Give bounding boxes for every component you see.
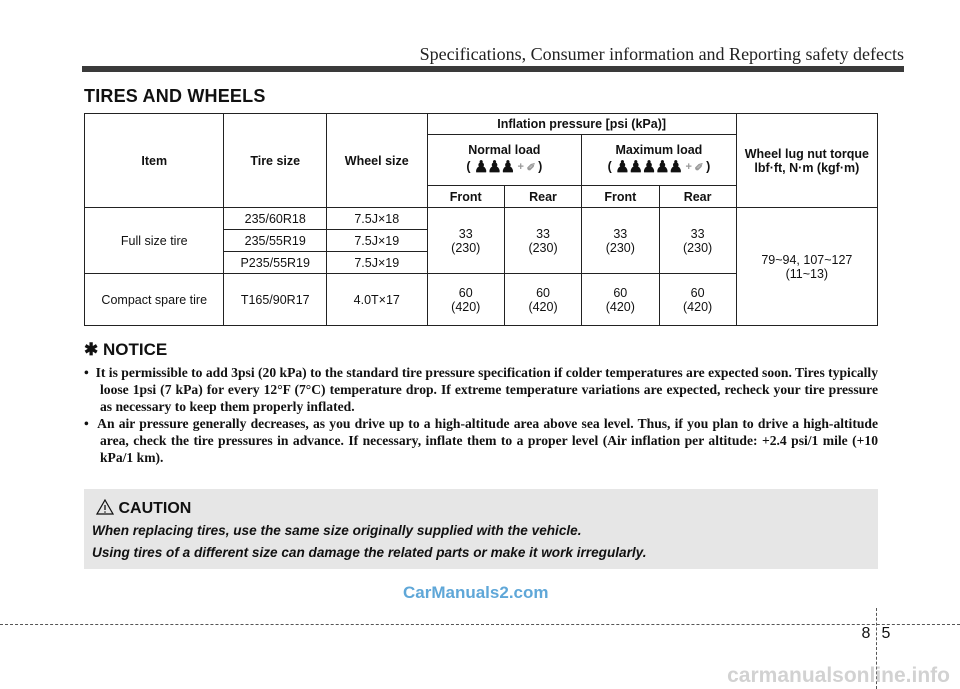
- pressure-cell: 33 (230): [504, 208, 581, 274]
- col-header-item: Item: [85, 114, 224, 208]
- watermark-link[interactable]: CarManuals2.com: [403, 583, 549, 602]
- luggage-icon: ✐: [526, 161, 535, 174]
- page-in-chapter: 5: [881, 625, 891, 642]
- warning-triangle-icon: [96, 499, 114, 515]
- col-header-normal-load: [427, 135, 582, 186]
- col-header-maximum-load: [582, 135, 737, 186]
- notice-item: • It is permissible to add 3psi (20 kPa) to the standard tire pressure specification if colder temperatures are expected soon. Tires typically loose 1psi (7 kPa) for every 12°F (7°C) temperature drop. If extreme temperature variations are expected, recheck your tire pressure as necessary to keep them properly inflated.: [84, 365, 878, 414]
- wheel-size-cell: 7.5J×19: [326, 252, 427, 274]
- plus-sign: +: [685, 161, 691, 173]
- tire-spec-table: [84, 113, 878, 326]
- pressure-cell: 60 (420): [427, 274, 504, 326]
- pressure-cell: 33 (230): [427, 208, 504, 274]
- notice-section: [84, 340, 878, 466]
- asterisk-icon: ✱: [84, 340, 99, 359]
- col-header-wheel-size: Wheel size: [326, 114, 427, 208]
- footer-rule: [0, 624, 960, 625]
- notice-list: [84, 364, 878, 466]
- site-watermark[interactable]: carmanualsonline.info: [727, 664, 950, 687]
- col-header-torque: [736, 114, 877, 208]
- wheel-size-cell: 7.5J×19: [326, 230, 427, 252]
- page-number: [856, 625, 896, 643]
- col-header-max-rear: Rear: [659, 186, 736, 208]
- torque-header-line1: Wheel lug nut torque: [744, 146, 869, 161]
- col-header-max-front: Front: [582, 186, 659, 208]
- notice-title: ✱ NOTICE: [84, 340, 168, 359]
- pressure-cell: 33 (230): [582, 208, 659, 274]
- caution-title: CAUTION: [96, 499, 191, 518]
- tire-size-cell: 235/60R18: [224, 208, 327, 230]
- wheel-size-cell: 7.5J×18: [326, 208, 427, 230]
- full-size-tire-label: Full size tire: [85, 208, 224, 274]
- maximum-load-label: Maximum load: [615, 143, 703, 157]
- header-rule: [82, 66, 904, 72]
- luggage-icon: ✐: [694, 161, 703, 174]
- tire-size-cell: T165/90R17: [224, 274, 327, 326]
- caution-box: [84, 489, 878, 569]
- chapter-number: 8: [861, 625, 871, 642]
- section-header: Specifications, Consumer information and Reporting safety defects: [419, 44, 904, 64]
- tire-size-cell: 235/55R19: [224, 230, 327, 252]
- col-header-normal-rear: Rear: [504, 186, 581, 208]
- caution-text: When replacing tires, use the same size originally supplied with the vehicle. Using tires of a different size can damage the related parts or make it work irregularly.: [92, 523, 647, 560]
- col-header-normal-front: Front: [427, 186, 504, 208]
- maximum-load-icons: ( ♟♟♟♟♟ + ✐ ): [607, 159, 711, 176]
- pressure-cell: 33 (230): [659, 208, 736, 274]
- pressure-cell: 60 (420): [582, 274, 659, 326]
- wheel-size-cell: 4.0T×17: [326, 274, 427, 326]
- person-icon: ♟♟♟: [474, 159, 515, 176]
- normal-load-label: Normal load: [468, 143, 541, 157]
- person-icon: ♟♟♟♟♟: [615, 159, 682, 176]
- compact-spare-label: Compact spare tire: [85, 274, 224, 326]
- page-title: TIRES AND WHEELS: [84, 86, 266, 106]
- pressure-cell: 60 (420): [504, 274, 581, 326]
- col-header-tire-size: Tire size: [224, 114, 327, 208]
- normal-load-icons: ( ♟♟♟ + ✐ ): [466, 159, 543, 176]
- torque-value-cell: 79~94, 107~127 (11~13): [736, 208, 877, 326]
- notice-item: • An air pressure generally decreases, as you drive up to a high-altitude area above sea level. Thus, if you plan to drive a high-altitude area, check the tire pressures in advance. If necessary, inflate them to a proper level (Air inflation per altitude: +2.4 psi/1 mile (+10 kPa/1 km).: [84, 416, 878, 465]
- col-header-inflation: Inflation pressure [psi (kPa)]: [427, 114, 736, 135]
- tire-size-cell: P235/55R19: [224, 252, 327, 274]
- pressure-cell: 60 (420): [659, 274, 736, 326]
- plus-sign: +: [517, 161, 523, 173]
- torque-header-line2: lbf·ft, N·m (kgf·m): [754, 160, 860, 175]
